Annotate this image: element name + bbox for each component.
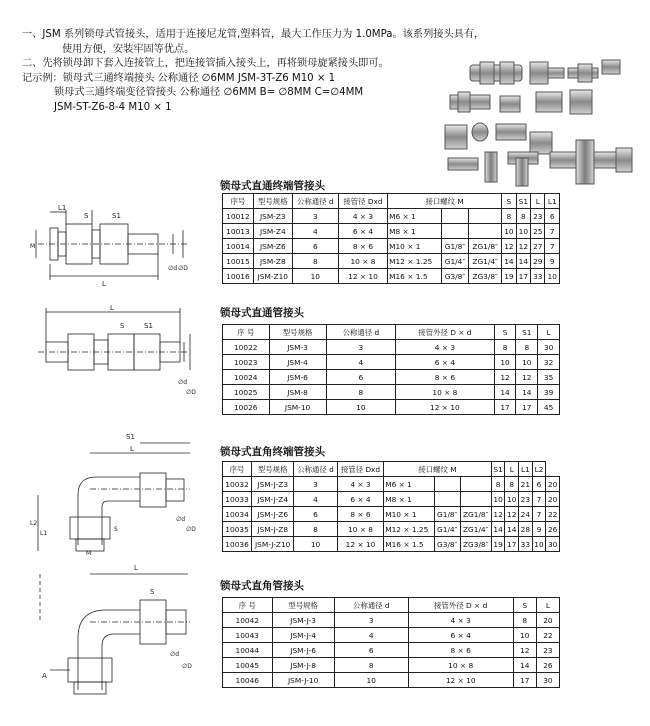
svg-text:L: L	[130, 445, 134, 453]
table-cell: ZG1/4″	[469, 254, 502, 269]
intro-line: JSM-ST-Z6-8-4 M10 × 1	[54, 101, 172, 113]
table-cell: 14	[502, 254, 516, 269]
drawing-straight	[28, 300, 198, 400]
table-cell: 4 × 3	[338, 209, 387, 224]
table-cell: 14	[494, 385, 516, 400]
table-cell: 10016	[223, 269, 254, 284]
table-cell	[469, 209, 502, 224]
table-cell: 10	[513, 628, 536, 643]
table-cell: JSM-3	[269, 340, 326, 355]
table-cell: 22	[546, 507, 560, 522]
table-cell: M12 × 1.25	[388, 254, 442, 269]
table-cell: 27	[531, 239, 545, 254]
table-cell: 10022	[223, 340, 270, 355]
table-cell	[460, 477, 491, 492]
table-cell: M6 × 1	[388, 209, 442, 224]
table-cell	[469, 224, 502, 239]
svg-text:S1: S1	[126, 433, 135, 441]
table-cell: 8	[326, 385, 395, 400]
table-cell: 4	[334, 628, 408, 643]
table-cell: 8 × 6	[338, 239, 387, 254]
table-header-cell: S	[494, 325, 516, 340]
table-cell: 29	[531, 254, 545, 269]
table-cell: 17	[494, 400, 516, 415]
table-cell: 10035	[223, 522, 252, 537]
table-header-cell: 接口螺纹 M	[384, 462, 492, 477]
table-cell: 20	[546, 477, 560, 492]
table-header-cell: L	[505, 462, 519, 477]
table-cell: G1/8″	[434, 507, 460, 522]
table-cell: 8	[513, 613, 536, 628]
table-cell: G1/4″	[434, 522, 460, 537]
table-cell: JSM-J-6	[272, 643, 334, 658]
table-header-cell: 接口螺纹 M	[388, 194, 502, 209]
table-cell: 8	[491, 477, 505, 492]
table-cell: 32	[538, 355, 560, 370]
table-cell: JSM-J-8	[272, 658, 334, 673]
svg-text:S: S	[150, 588, 155, 596]
table-row	[223, 537, 560, 552]
table-cell: 20	[546, 492, 560, 507]
table-cell: 10045	[223, 658, 273, 673]
svg-text:M: M	[86, 550, 92, 555]
table-cell: JSM-J-Z6	[252, 507, 294, 522]
table-cell: 19	[491, 537, 505, 552]
table-cell: 10	[502, 224, 516, 239]
table-cell: 10043	[223, 628, 273, 643]
svg-text:L2: L2	[30, 520, 38, 527]
table-cell: 8	[516, 209, 530, 224]
table-header-cell: L1	[519, 462, 533, 477]
svg-text:L1: L1	[40, 530, 48, 537]
table-cell: JSM-8	[269, 385, 326, 400]
table-header-cell: 序 号	[223, 325, 270, 340]
table-cell: JSM-J-Z10	[252, 537, 294, 552]
table-cell: 17	[505, 537, 519, 552]
table-header-cell: S	[513, 598, 536, 613]
table-cell: M12 × 1.25	[384, 522, 435, 537]
table-cell: 26	[536, 658, 559, 673]
table-cell: 22	[536, 628, 559, 643]
table-cell: 3	[292, 209, 338, 224]
table-row	[223, 370, 560, 385]
table-cell: 8 × 6	[337, 507, 383, 522]
table-header-cell: L	[531, 194, 545, 209]
table-cell: 8	[505, 477, 519, 492]
spec-table	[222, 461, 560, 552]
table-header-row	[223, 325, 560, 340]
table-cell: G1/4″	[441, 254, 468, 269]
drawing-straight-terminal	[28, 200, 198, 290]
table-header-cell: 序号	[223, 194, 254, 209]
table-cell: 12	[491, 507, 505, 522]
table-header-cell: 公称通径 d	[326, 325, 395, 340]
table-header-cell: 接管外径 D × d	[408, 598, 513, 613]
table-cell	[434, 477, 460, 492]
table-cell: ZG1/4″	[460, 522, 491, 537]
table-header-row	[223, 462, 560, 477]
drawing-elbow	[30, 560, 200, 700]
table-cell: 10 × 8	[396, 385, 495, 400]
table-cell: 8	[294, 522, 338, 537]
table-header-cell: 接管径 Dxd	[337, 462, 383, 477]
table-header-cell: 公称通径 d	[334, 598, 408, 613]
table-cell: 8 × 6	[396, 370, 495, 385]
table-row	[223, 522, 560, 537]
table-cell: M6 × 1	[384, 477, 435, 492]
section-title: 锁母式直角终端管接头	[220, 446, 325, 458]
table-cell: ZG3/8″	[469, 269, 502, 284]
table-header-cell: 接管外径 D × d	[396, 325, 495, 340]
table-header-cell: S	[502, 194, 516, 209]
table-header-cell: S1	[491, 462, 505, 477]
table-cell: M10 × 1	[388, 239, 442, 254]
table-cell: 7	[532, 507, 546, 522]
table-cell: G3/8″	[434, 537, 460, 552]
table-cell: 14	[516, 385, 538, 400]
table-cell: JSM-Z10	[253, 269, 292, 284]
table-cell: 30	[536, 673, 559, 688]
table-cell: 14	[491, 522, 505, 537]
table-row	[223, 658, 560, 673]
table-cell: 6	[326, 370, 395, 385]
svg-text:L1: L1	[58, 204, 67, 212]
svg-text:S: S	[114, 526, 118, 533]
table-cell: 14	[516, 254, 530, 269]
table-row	[223, 340, 560, 355]
table-cell: 10042	[223, 613, 273, 628]
table-cell: 23	[519, 492, 533, 507]
svg-text:∅d: ∅d	[176, 516, 186, 523]
table-cell: 6 × 4	[337, 492, 383, 507]
table-cell: 12	[516, 239, 530, 254]
table-cell: 10032	[223, 477, 252, 492]
table-header-cell: 型号规格	[252, 462, 294, 477]
table-row	[223, 507, 560, 522]
svg-text:∅D: ∅D	[186, 526, 196, 533]
table-cell: 10015	[223, 254, 254, 269]
svg-text:L: L	[102, 280, 106, 288]
table-cell: G3/8″	[441, 269, 468, 284]
table-cell: 45	[538, 400, 560, 415]
table-row	[223, 613, 560, 628]
table-cell: 14	[505, 522, 519, 537]
table-row	[223, 643, 560, 658]
table-cell: 10	[532, 537, 546, 552]
table-cell: JSM-J-Z8	[252, 522, 294, 537]
table-cell: JSM-4	[269, 355, 326, 370]
section-title: 锁母式直通终端管接头	[220, 180, 325, 192]
table-header-cell: L1	[545, 194, 560, 209]
table-cell: 10	[516, 224, 530, 239]
svg-text:∅D: ∅D	[178, 265, 188, 272]
table-cell: JSM-J-10	[272, 673, 334, 688]
table-row	[223, 209, 560, 224]
svg-text:S: S	[120, 322, 125, 330]
table-header-cell: 序 号	[223, 598, 273, 613]
table-header-cell: 公称通径 d	[294, 462, 338, 477]
table-row	[223, 477, 560, 492]
table-cell: 10	[545, 269, 560, 284]
table-cell: 23	[531, 209, 545, 224]
table-cell: 6 × 4	[408, 628, 513, 643]
table-row	[223, 492, 560, 507]
table-cell: 10024	[223, 370, 270, 385]
table-cell: 4 × 3	[408, 613, 513, 628]
table-cell: 10 × 8	[338, 254, 387, 269]
table-cell: 6	[294, 507, 338, 522]
svg-text:∅d: ∅d	[170, 651, 180, 658]
table-cell: 7	[532, 492, 546, 507]
table-cell: 10	[494, 355, 516, 370]
table-cell: 26	[546, 522, 560, 537]
table-cell: 33	[531, 269, 545, 284]
table-row	[223, 254, 560, 269]
table-cell: ZG1/8″	[460, 507, 491, 522]
table-cell: 23	[536, 643, 559, 658]
table-header-cell: S1	[516, 325, 538, 340]
svg-text:L: L	[134, 564, 138, 572]
table-cell: 19	[502, 269, 516, 284]
table-header-row	[223, 598, 560, 613]
table-header-cell: L2	[532, 462, 546, 477]
table-cell: 24	[519, 507, 533, 522]
intro-line: 二、先将锁母卸下套入连接管上，把连接管插入接头上，再将锁母旋紧接头即可。	[22, 58, 389, 69]
table-cell: G1/8″	[441, 239, 468, 254]
svg-text:S1: S1	[112, 212, 121, 220]
table-cell: 17	[513, 673, 536, 688]
svg-text:∅D: ∅D	[186, 389, 196, 396]
table-cell: 6 × 4	[338, 224, 387, 239]
table-header-cell: 型号规格	[272, 598, 334, 613]
table-cell: 4	[292, 224, 338, 239]
table-cell: ZG1/8″	[469, 239, 502, 254]
table-cell: 9	[545, 254, 560, 269]
table-cell: 6	[334, 643, 408, 658]
table-cell: 30	[538, 340, 560, 355]
table-cell: 12	[502, 239, 516, 254]
svg-text:A: A	[42, 672, 47, 680]
table-cell: 10046	[223, 673, 273, 688]
svg-text:S1: S1	[144, 322, 153, 330]
table-header-cell: L	[536, 598, 559, 613]
table-cell: 10025	[223, 385, 270, 400]
table-cell: 12 × 10	[337, 537, 383, 552]
spec-table	[222, 324, 560, 415]
table-cell: 10044	[223, 643, 273, 658]
table-cell: 10034	[223, 507, 252, 522]
svg-text:L: L	[110, 304, 114, 312]
table-cell: M8 × 1	[388, 224, 442, 239]
table-cell	[441, 209, 468, 224]
table-cell: 14	[513, 658, 536, 673]
table-cell: 10012	[223, 209, 254, 224]
intro-text	[22, 28, 485, 115]
table-cell: JSM-J-Z4	[252, 492, 294, 507]
table-cell: 7	[545, 224, 560, 239]
table-cell: 10	[516, 355, 538, 370]
table-row	[223, 673, 560, 688]
table-cell: 6	[532, 477, 546, 492]
table-cell: JSM-6	[269, 370, 326, 385]
table-cell: M16 × 1.5	[388, 269, 442, 284]
spec-table	[222, 597, 560, 688]
product-photo	[440, 40, 640, 190]
table-row	[223, 385, 560, 400]
table-cell	[441, 224, 468, 239]
table-cell: JSM-J-4	[272, 628, 334, 643]
table-cell: 10 × 8	[337, 522, 383, 537]
table-cell: JSM-J-3	[272, 613, 334, 628]
table-cell: 10013	[223, 224, 254, 239]
table-cell: 3	[326, 340, 395, 355]
table-cell: 10	[294, 537, 338, 552]
table-cell: 8	[292, 254, 338, 269]
table-cell: 33	[519, 537, 533, 552]
table-cell: 12 × 10	[338, 269, 387, 284]
table-cell: JSM-Z3	[253, 209, 292, 224]
table-cell: 10	[334, 673, 408, 688]
table-cell: 10023	[223, 355, 270, 370]
intro-line: 一、JSM 系列锁母式管接头，适用于连接尼龙管,塑料管，最大工作压力为 1.0MPa。该系列接头具有，	[22, 29, 485, 40]
table-header-cell: L	[538, 325, 560, 340]
table-cell: 12	[513, 643, 536, 658]
table-cell: 8	[502, 209, 516, 224]
table-cell: 21	[519, 477, 533, 492]
table-cell: 3	[334, 613, 408, 628]
table-cell: 6	[292, 239, 338, 254]
section-title: 锁母式直通管接头	[220, 307, 304, 319]
table-cell	[460, 492, 491, 507]
table-cell: 4	[326, 355, 395, 370]
table-cell: 30	[546, 537, 560, 552]
svg-text:∅D: ∅D	[182, 663, 192, 670]
table-row	[223, 224, 560, 239]
table-cell: 4 × 3	[337, 477, 383, 492]
table-cell: 12 × 10	[396, 400, 495, 415]
svg-text:S: S	[84, 212, 89, 220]
table-cell: 10 × 8	[408, 658, 513, 673]
svg-text:M: M	[30, 243, 36, 250]
table-cell: 9	[532, 522, 546, 537]
table-cell: 39	[538, 385, 560, 400]
table-cell: 17	[516, 400, 538, 415]
table-cell: 10033	[223, 492, 252, 507]
table-cell: M8 × 1	[384, 492, 435, 507]
table-cell: M10 × 1	[384, 507, 435, 522]
table-cell: JSM-Z4	[253, 224, 292, 239]
table-cell: 12 × 10	[408, 673, 513, 688]
intro-line: 记示例：锁母式三通终端接头 公称通径 ∅6MM JSM-3T-Z6 M10 × 1	[22, 72, 336, 84]
table-cell: 6	[545, 209, 560, 224]
table-cell: 10	[505, 492, 519, 507]
table-cell: JSM-10	[269, 400, 326, 415]
table-cell: M16 × 1.5	[384, 537, 435, 552]
spec-table	[222, 193, 560, 284]
table-cell: 25	[531, 224, 545, 239]
svg-text:∅d: ∅d	[168, 265, 178, 272]
table-cell: 3	[294, 477, 338, 492]
table-cell: 8	[516, 340, 538, 355]
table-cell: 10036	[223, 537, 252, 552]
table-header-cell: 型号规格	[253, 194, 292, 209]
table-cell: 4	[294, 492, 338, 507]
table-cell: 28	[519, 522, 533, 537]
table-header-cell: 型号规格	[269, 325, 326, 340]
table-cell: 8 × 6	[408, 643, 513, 658]
table-row	[223, 355, 560, 370]
table-row	[223, 400, 560, 415]
table-cell: 8	[334, 658, 408, 673]
table-cell: 7	[545, 239, 560, 254]
table-cell: 10014	[223, 239, 254, 254]
table-cell: 4 × 3	[396, 340, 495, 355]
table-header-cell: S1	[516, 194, 530, 209]
table-header-cell: 序号	[223, 462, 252, 477]
table-cell: 17	[516, 269, 530, 284]
table-cell: 35	[538, 370, 560, 385]
table-cell	[434, 492, 460, 507]
table-row	[223, 269, 560, 284]
table-header-row	[223, 194, 560, 209]
table-cell: 6 × 4	[396, 355, 495, 370]
svg-text:∅d: ∅d	[178, 379, 188, 386]
table-cell: 12	[505, 507, 519, 522]
table-header-cell: 公称通径 d	[292, 194, 338, 209]
table-cell: 20	[536, 613, 559, 628]
table-cell: JSM-J-Z3	[252, 477, 294, 492]
table-header-cell: 接管径 Dxd	[338, 194, 387, 209]
intro-line: 锁母式三通终端变径管接头 公称通径 ∅6MM B= ∅8MM C=∅4MM	[54, 87, 364, 98]
section-title: 锁母式直角管接头	[220, 580, 304, 592]
table-cell: JSM-Z6	[253, 239, 292, 254]
table-cell: ZG3/8″	[460, 537, 491, 552]
table-cell: JSM-Z8	[253, 254, 292, 269]
table-cell: 10	[326, 400, 395, 415]
intro-line: 使用方便，安装牢固等优点。	[62, 43, 195, 55]
table-cell: 12	[516, 370, 538, 385]
table-row	[223, 239, 560, 254]
drawing-elbow-terminal	[30, 425, 200, 555]
table-row	[223, 628, 560, 643]
table-cell: 8	[494, 340, 516, 355]
table-cell: 10	[491, 492, 505, 507]
table-cell: 10	[292, 269, 338, 284]
table-cell: 10026	[223, 400, 270, 415]
table-cell: 12	[494, 370, 516, 385]
